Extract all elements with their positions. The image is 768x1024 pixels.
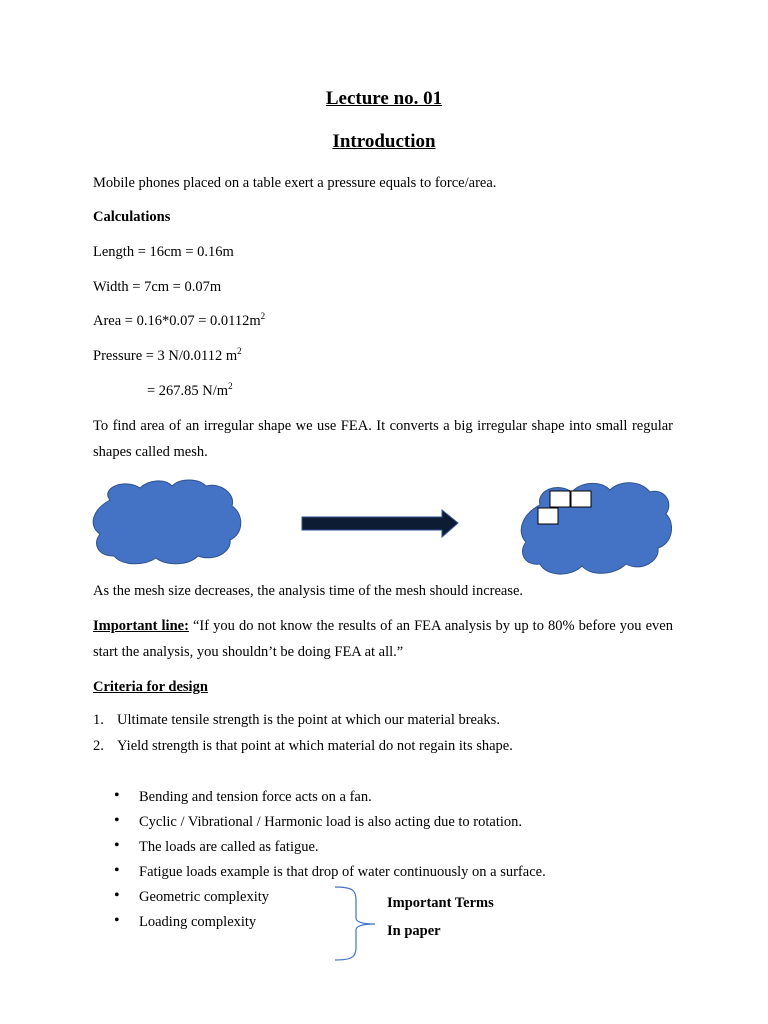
list-item-number: 2. — [93, 738, 104, 754]
calculations-heading: Calculations — [93, 209, 171, 225]
bullet-item-text: Cyclic / Vibrational / Harmonic load is also acting due to rotation. — [139, 814, 523, 830]
pressure-superscript: 2 — [237, 346, 242, 356]
bullet-item-text: Loading complexity — [139, 914, 257, 930]
list-item-number: 1. — [93, 712, 104, 728]
bullet-icon: • — [114, 837, 120, 854]
mesh-element-1 — [550, 491, 570, 507]
bullet-icon: • — [114, 862, 120, 879]
area-superscript: 2 — [260, 311, 266, 321]
width-line: Width = 7cm = 0.07m — [93, 279, 222, 295]
bullet-item-text: The loads are called as fatigue. — [139, 839, 319, 855]
bullet-item-text: Fatigue loads example is that drop of water continuously on a surface. — [139, 864, 546, 880]
mesh-element-2 — [571, 491, 591, 507]
bullet-icon: • — [114, 887, 120, 904]
area-text: Area = 0.16*0.07 = 0.0112m — [93, 313, 261, 329]
page-title: Lecture no. 01 — [325, 88, 443, 109]
bullet-item-text: Bending and tension force acts on a fan. — [139, 789, 372, 805]
bullet-icon: • — [114, 787, 120, 804]
result-text: = 267.85 N/m — [147, 383, 229, 399]
page-subtitle: Introduction — [332, 131, 436, 152]
result-superscript: 2 — [228, 381, 233, 391]
important-line-quote: “If you do not know the results of an FEA analysis by up to 80% before you even start the analysis, you shouldn’t be doing FEA at all.” — [93, 618, 673, 660]
bullet-item-text: Geometric complexity — [139, 889, 270, 905]
meshed-shape-cloud — [521, 483, 671, 574]
intro-text: Mobile phones placed on a table exert a pressure equals to force/area. — [93, 175, 497, 191]
list-item-text: Yield strength is that point at which material do not regain its shape. — [117, 738, 513, 754]
length-line: Length = 16cm = 0.16m — [93, 244, 234, 260]
important-line-paragraph — [93, 613, 673, 665]
important-line-label: Important line: — [93, 618, 189, 634]
irregular-shape-cloud — [93, 480, 241, 564]
mesh-element-3 — [538, 508, 558, 524]
annotation-in-paper: In paper — [387, 923, 441, 939]
fea-paragraph: To find area of an irregular shape we use FEA. It converts a big irregular shape into small regular shapes called mesh. — [93, 418, 673, 460]
mesh-size-text: As the mesh size decreases, the analysis time of the mesh should increase. — [93, 583, 524, 599]
curly-brace — [335, 887, 375, 960]
conversion-arrow — [302, 510, 458, 537]
annotation-important-terms: Important Terms — [387, 895, 494, 911]
bullet-icon: • — [114, 912, 120, 929]
criteria-heading: Criteria for design — [93, 679, 208, 695]
pressure-text: Pressure = 3 N/0.0112 m — [93, 348, 238, 364]
bullet-icon: • — [114, 812, 120, 829]
list-item-text: Ultimate tensile strength is the point at which our material breaks. — [117, 712, 500, 728]
